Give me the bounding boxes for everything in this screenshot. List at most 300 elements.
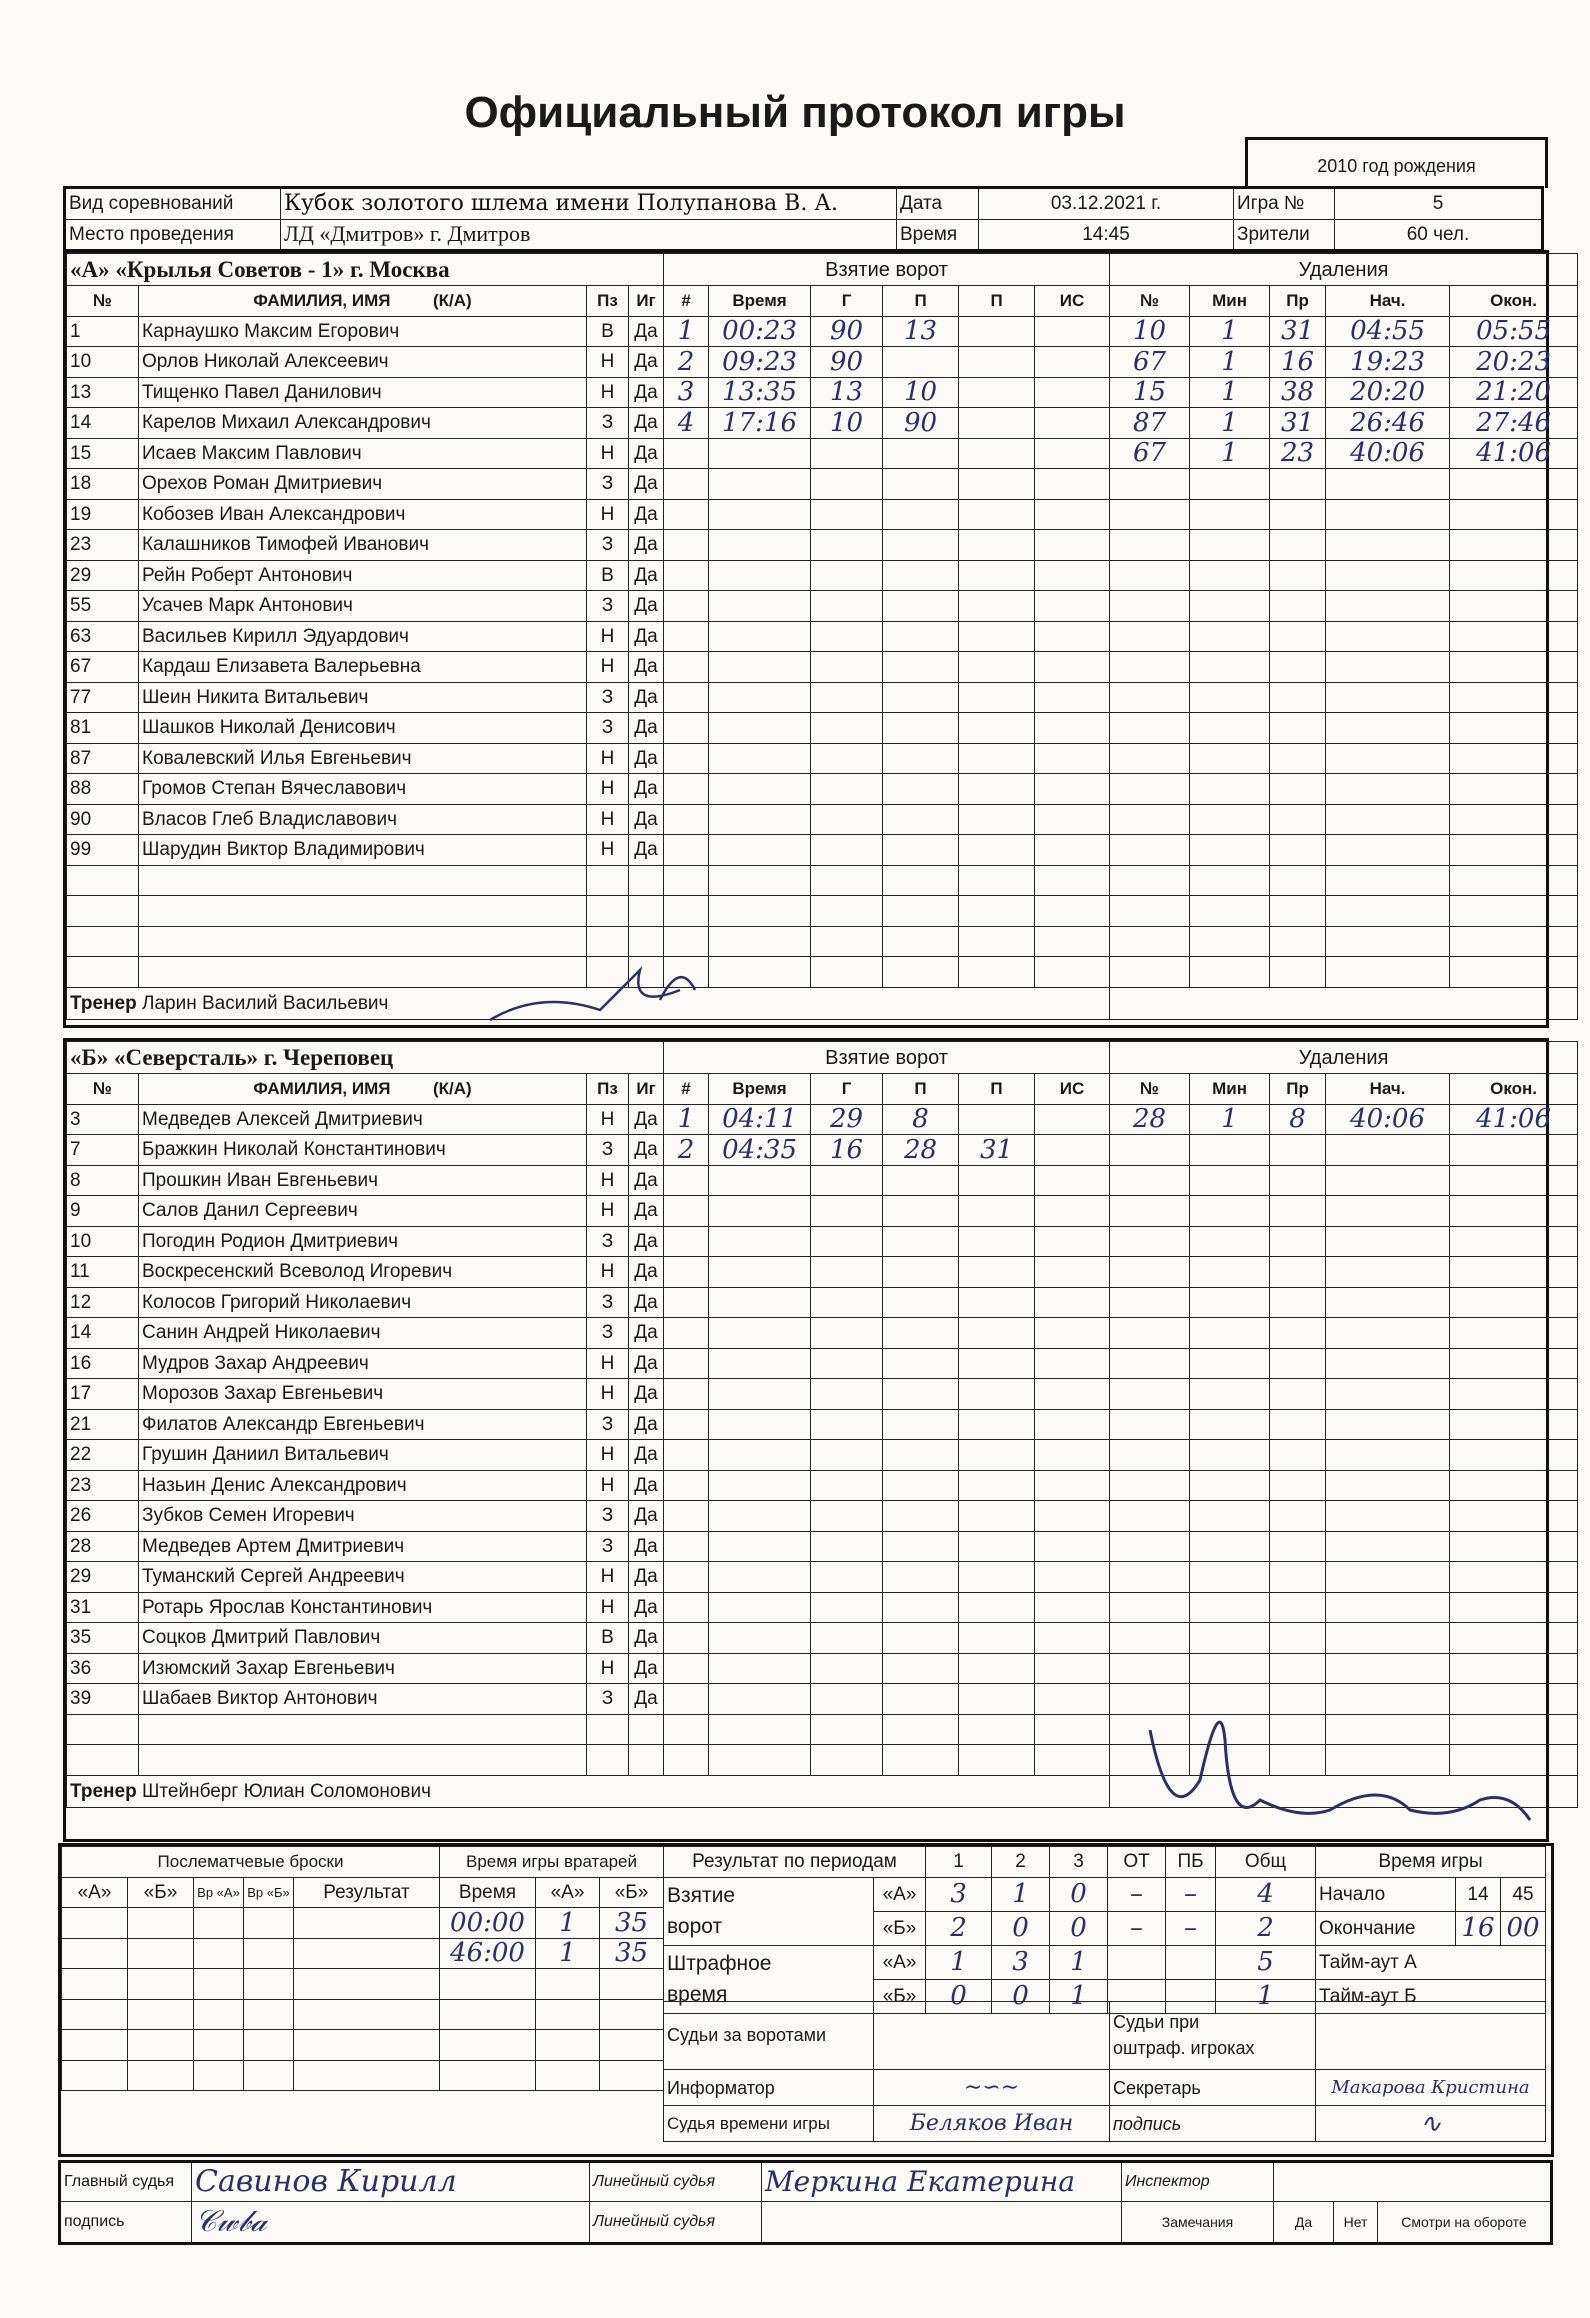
player-position: Н: [587, 1196, 629, 1227]
period-results-table: [663, 1846, 1316, 2014]
player-played: Да: [629, 774, 664, 805]
player-position: З: [587, 530, 629, 561]
penalty-end: 05:55: [1450, 316, 1578, 347]
goal-time: 04:35: [709, 1135, 811, 1166]
start-hours: 14: [1456, 1877, 1501, 1911]
player-position: Н: [587, 1592, 629, 1623]
player-name: Салов Данил Сергеевич: [139, 1196, 587, 1227]
time-value: 14:45: [979, 219, 1234, 251]
player-number: 21: [67, 1409, 139, 1440]
player-position: Н: [587, 1104, 629, 1135]
player-name: Изюмский Захар Евгеньевич: [139, 1653, 587, 1684]
player-row: [67, 1470, 1578, 1501]
team-b-penalties-header: Удаления: [1110, 1042, 1578, 1074]
period-ot: ОТ: [1108, 1847, 1166, 1878]
player-number: 67: [67, 652, 139, 683]
player-number: 8: [67, 1165, 139, 1196]
penalty-reason: 31: [1270, 408, 1326, 439]
player-number: 55: [67, 591, 139, 622]
goal-assist-2: [959, 316, 1035, 347]
venue-value: ЛД «Дмитров» г. Дмитров: [281, 219, 897, 251]
penalty-judges-label: Судьи при оштраф. игроках: [1110, 2002, 1316, 2070]
player-row: [67, 469, 1578, 500]
goals-a-ot: –: [1108, 1877, 1166, 1911]
pen-b-p2: 0: [992, 1979, 1050, 2013]
game-time-label: Время игры: [1316, 1847, 1546, 1878]
linesman-label: Линейный судья: [590, 2162, 762, 2202]
player-name: Рейн Роберт Антонович: [139, 560, 587, 591]
player-row: [67, 560, 1578, 591]
player-number: 16: [67, 1348, 139, 1379]
goals-b-pb: –: [1166, 1911, 1216, 1945]
player-position: З: [587, 1226, 629, 1257]
penalty-start: 40:06: [1326, 438, 1450, 469]
remarks-yes: Да: [1274, 2202, 1334, 2244]
penalty-reason: 23: [1270, 438, 1326, 469]
goalie-a-col: «А»: [536, 1877, 600, 1908]
penalty-player: 28: [1110, 1104, 1190, 1135]
player-name: Кобозев Иван Александрович: [139, 499, 587, 530]
goal-number: 2: [664, 347, 709, 378]
team-b-coach: Тренер Штейнберг Юлиан Соломонович: [67, 1775, 1110, 1807]
player-row: [67, 1196, 1578, 1227]
penalty-start: 20:20: [1326, 377, 1450, 408]
competition-label: Вид соревнований: [65, 188, 281, 220]
player-position: З: [587, 1684, 629, 1715]
goalie-time-table: [439, 1846, 664, 2091]
player-played: Да: [629, 1196, 664, 1227]
player-number: 17: [67, 1379, 139, 1410]
penalty-end: 41:06: [1450, 1104, 1578, 1135]
player-name: Мудров Захар Андреевич: [139, 1348, 587, 1379]
player-name: Прошкин Иван Евгеньевич: [139, 1165, 587, 1196]
player-name: Орехов Роман Дмитриевич: [139, 469, 587, 500]
player-name: Соцков Дмитрий Павлович: [139, 1623, 587, 1654]
goals-a-p2: 1: [992, 1877, 1050, 1911]
player-played: Да: [629, 499, 664, 530]
player-number: 11: [67, 1257, 139, 1288]
goal-judges-label: Судьи за воротами: [664, 2002, 874, 2070]
period-pb: ПБ: [1166, 1847, 1216, 1878]
player-number: 35: [67, 1623, 139, 1654]
player-played: Да: [629, 1348, 664, 1379]
player-position: З: [587, 713, 629, 744]
timeout-a: Тайм-аут А: [1316, 1945, 1546, 1979]
team-a-penalties-header: Удаления: [1110, 254, 1578, 286]
start-minutes: 45: [1501, 1877, 1546, 1911]
period-2: 2: [992, 1847, 1050, 1878]
player-played: Да: [629, 1287, 664, 1318]
goal-assist-1: 90: [883, 408, 959, 439]
player-name: Громов Степан Вячеславович: [139, 774, 587, 805]
team-a-coach: Тренер Ларин Василий Васильевич: [67, 987, 1110, 1019]
penalty-minutes: 1: [1190, 316, 1270, 347]
goals-a-pb: –: [1166, 1877, 1216, 1911]
player-played: Да: [629, 1623, 664, 1654]
penalty-start: 19:23: [1326, 347, 1450, 378]
player-position: З: [587, 1531, 629, 1562]
penalty-player: 10: [1110, 316, 1190, 347]
start-label: Начало: [1316, 1877, 1456, 1911]
goalie-b-col: «Б»: [600, 1877, 664, 1908]
secretary-label: Секретарь: [1110, 2070, 1316, 2106]
goal-time: 00:23: [709, 316, 811, 347]
pen-team-b: «Б»: [874, 1979, 926, 2013]
goal-number: 1: [664, 1104, 709, 1135]
goalie-time-col: Время: [440, 1877, 536, 1908]
chief-referee-name: Савинов Кирилл: [192, 2162, 590, 2202]
player-row: [67, 1257, 1578, 1288]
chief-signature: 𝒞𝓌𝒷𝒶: [192, 2202, 590, 2244]
player-number: 10: [67, 347, 139, 378]
player-played: Да: [629, 1257, 664, 1288]
team-a-title: «А» «Крылья Советов - 1» г. Москва: [67, 254, 664, 286]
player-number: 39: [67, 1684, 139, 1715]
player-row: [67, 682, 1578, 713]
player-position: В: [587, 560, 629, 591]
player-name: Воскресенский Всеволод Игоревич: [139, 1257, 587, 1288]
birth-year-label: 2010 год рождения: [1317, 156, 1476, 176]
player-number: 9: [67, 1196, 139, 1227]
pen-a-p3: 1: [1050, 1945, 1108, 1979]
goal-number: 2: [664, 1135, 709, 1166]
info-table: [63, 186, 1544, 252]
chief-sign-label: подпись: [60, 2202, 192, 2244]
player-name: Ротарь Ярослав Константинович: [139, 1592, 587, 1623]
informer-signature: ∼∽∼: [874, 2070, 1110, 2106]
goals-b-ot: –: [1108, 1911, 1166, 1945]
player-played: Да: [629, 652, 664, 683]
goalie-row-a: 1: [536, 1908, 600, 1939]
col-name: ФАМИЛИЯ, ИМЯ (К/А): [139, 1074, 587, 1105]
player-row: [67, 1104, 1578, 1135]
player-number: 23: [67, 530, 139, 561]
player-position: Н: [587, 1379, 629, 1410]
player-row: [67, 1379, 1578, 1410]
player-name: Зубков Семен Игоревич: [139, 1501, 587, 1532]
player-number: 19: [67, 499, 139, 530]
player-played: Да: [629, 591, 664, 622]
pen-a-ot: [1108, 1945, 1166, 1979]
player-row: [67, 1287, 1578, 1318]
player-played: Да: [629, 408, 664, 439]
player-position: З: [587, 591, 629, 622]
player-row: [67, 1531, 1578, 1562]
page-title: Официальный протокол игры: [464, 88, 1126, 137]
col-gtime: Время: [709, 1074, 811, 1105]
penalty-end: 20:23: [1450, 347, 1578, 378]
player-position: Н: [587, 835, 629, 866]
goal-assist-2: [959, 408, 1035, 439]
player-position: Н: [587, 1653, 629, 1684]
col-pno: №: [1110, 286, 1190, 317]
player-played: Да: [629, 1226, 664, 1257]
player-number: 87: [67, 743, 139, 774]
col-g: Г: [811, 286, 883, 317]
player-played: Да: [629, 560, 664, 591]
secretary-signature: ∿: [1316, 2106, 1546, 2142]
player-played: Да: [629, 377, 664, 408]
player-row: [67, 652, 1578, 683]
timeout-b: Тайм-аут Б: [1316, 1979, 1546, 2013]
col-p1: П: [883, 286, 959, 317]
player-position: З: [587, 1501, 629, 1532]
player-name: Власов Глеб Владиславович: [139, 804, 587, 835]
pen-a-p2: 3: [992, 1945, 1050, 1979]
game-time-table: [1315, 1846, 1546, 2014]
goalie-row-time: 00:00: [440, 1908, 536, 1939]
linesman2-label: Линейный судья: [590, 2202, 762, 2244]
timekeeper-label: Судья времени игры: [664, 2106, 874, 2142]
player-name: Назьин Денис Александрович: [139, 1470, 587, 1501]
goals-b-p3: 0: [1050, 1911, 1108, 1945]
player-played: Да: [629, 743, 664, 774]
spectators-value: 60 чел.: [1335, 219, 1543, 251]
player-name: Шеин Никита Витальевич: [139, 682, 587, 713]
player-number: 99: [67, 835, 139, 866]
inspector-label: Инспектор: [1122, 2162, 1274, 2202]
remarks-label: Замечания: [1122, 2202, 1274, 2244]
team-b-title: «Б» «Северсталь» г. Череповец: [67, 1042, 664, 1074]
team-b-coach-signature: [1130, 1690, 1550, 1840]
player-row: [67, 1318, 1578, 1349]
player-row: [67, 926, 1578, 957]
player-played: Да: [629, 1135, 664, 1166]
player-position: Н: [587, 499, 629, 530]
player-number: 88: [67, 774, 139, 805]
player-row: [67, 865, 1578, 896]
player-played: Да: [629, 804, 664, 835]
goal-assist-1: 8: [883, 1104, 959, 1135]
col-start: Нач.: [1326, 1074, 1450, 1105]
player-name: Шабаев Виктор Антонович: [139, 1684, 587, 1715]
penalty-minutes: 1: [1190, 347, 1270, 378]
player-row: [67, 743, 1578, 774]
player-row: [67, 774, 1578, 805]
end-label: Окончание: [1316, 1911, 1456, 1945]
date-label: Дата: [897, 188, 979, 220]
player-name: Морозов Захар Евгеньевич: [139, 1379, 587, 1410]
player-position: З: [587, 1135, 629, 1166]
player-played: Да: [629, 713, 664, 744]
goal-number: 1: [664, 316, 709, 347]
goals-a-p1: 3: [926, 1877, 992, 1911]
player-position: З: [587, 682, 629, 713]
player-number: 1: [67, 316, 139, 347]
player-row: [67, 438, 1578, 469]
player-row: [67, 835, 1578, 866]
penalty-end: 21:20: [1450, 377, 1578, 408]
team-a-rows: [67, 316, 1578, 987]
goal-assist-1: [883, 347, 959, 378]
player-number: 14: [67, 1318, 139, 1349]
col-gtime: Время: [709, 286, 811, 317]
player-played: Да: [629, 1318, 664, 1349]
player-name: Медведев Алексей Дмитриевич: [139, 1104, 587, 1135]
player-number: 31: [67, 1592, 139, 1623]
goal-time: 17:16: [709, 408, 811, 439]
player-name: Колосов Григорий Николаевич: [139, 1287, 587, 1318]
penalty-player: 67: [1110, 438, 1190, 469]
secretary-name: Макарова Кристина: [1316, 2070, 1546, 2106]
col-pos: Пз: [587, 1074, 629, 1105]
goals-b-p1: 2: [926, 1911, 992, 1945]
player-name: Кардаш Елизавета Валерьевна: [139, 652, 587, 683]
player-row: [67, 1623, 1578, 1654]
goalie-time-label: Время игры вратарей: [440, 1847, 664, 1878]
player-position: Н: [587, 347, 629, 378]
penalty-player: 15: [1110, 377, 1190, 408]
player-position: В: [587, 316, 629, 347]
linesman-name: Меркина Екатерина: [762, 2162, 1122, 2202]
penalty-minutes: 1: [1190, 408, 1270, 439]
player-number: 28: [67, 1531, 139, 1562]
player-number: 18: [67, 469, 139, 500]
birth-year-box: [1245, 137, 1548, 188]
player-name: Усачев Марк Антонович: [139, 591, 587, 622]
period-1: 1: [926, 1847, 992, 1878]
player-name: Карелов Михаил Александрович: [139, 408, 587, 439]
player-name: Орлов Николай Алексеевич: [139, 347, 587, 378]
shootout-vr-b: Вр «Б»: [244, 1877, 294, 1908]
player-position: Н: [587, 804, 629, 835]
player-played: Да: [629, 316, 664, 347]
player-position: З: [587, 1318, 629, 1349]
player-played: Да: [629, 835, 664, 866]
pen-a-total: 5: [1216, 1945, 1316, 1979]
shootout-b: «Б»: [128, 1877, 194, 1908]
player-number: 81: [67, 713, 139, 744]
player-position: Н: [587, 621, 629, 652]
goal-assist-2: [959, 377, 1035, 408]
player-row: [67, 499, 1578, 530]
col-min: Мин: [1190, 1074, 1270, 1105]
player-played: Да: [629, 1379, 664, 1410]
col-hash: #: [664, 1074, 709, 1105]
player-played: Да: [629, 347, 664, 378]
penalty-end: 41:06: [1450, 438, 1578, 469]
player-name: Бражкин Николай Константинович: [139, 1135, 587, 1166]
penalty-player: 67: [1110, 347, 1190, 378]
remarks-no: Нет: [1334, 2202, 1378, 2244]
competition-value: Кубок золотого шлема имени Полупанова В. А.: [281, 188, 897, 220]
player-name: Тищенко Павел Данилович: [139, 377, 587, 408]
goalie-row-time: 46:00: [440, 1938, 536, 1969]
player-played: Да: [629, 530, 664, 561]
penalty-end: 27:46: [1450, 408, 1578, 439]
player-number: 77: [67, 682, 139, 713]
player-position: Н: [587, 1470, 629, 1501]
player-position: Н: [587, 377, 629, 408]
pen-a-p1: 1: [926, 1945, 992, 1979]
col-min: Мин: [1190, 286, 1270, 317]
col-is: ИС: [1035, 286, 1110, 317]
player-position: Н: [587, 1257, 629, 1288]
goals-label: Взятие ворот: [664, 1877, 874, 1945]
timekeeper-name: Беляков Иван: [874, 2106, 1110, 2142]
shootout-result: Результат: [294, 1877, 440, 1908]
player-row: [67, 1440, 1578, 1471]
team-a-table: [66, 253, 1578, 1020]
team-b-goals-header: Взятие ворот: [664, 1042, 1110, 1074]
goal-assist-2: [959, 1104, 1035, 1135]
shootout-label: Послематчевые броски: [62, 1847, 440, 1878]
goal-number: 3: [664, 377, 709, 408]
goal-time: 09:23: [709, 347, 811, 378]
player-row: [67, 804, 1578, 835]
player-played: Да: [629, 438, 664, 469]
player-number: 12: [67, 1287, 139, 1318]
player-position: Н: [587, 1165, 629, 1196]
player-position: З: [587, 1409, 629, 1440]
penalty-start: 40:06: [1326, 1104, 1450, 1135]
period-total: Общ: [1216, 1847, 1316, 1878]
player-row: [67, 530, 1578, 561]
player-number: 29: [67, 1562, 139, 1593]
secretary-sign-label: подпись: [1110, 2106, 1316, 2142]
player-position: Н: [587, 774, 629, 805]
goal-scorer: 90: [811, 316, 883, 347]
shootout-vr-a: Вр «А»: [194, 1877, 244, 1908]
player-played: Да: [629, 1531, 664, 1562]
chief-referee-label: Главный судья: [60, 2162, 192, 2202]
officials-table: [663, 2001, 1546, 2142]
goals-b-p2: 0: [992, 1911, 1050, 1945]
player-played: Да: [629, 621, 664, 652]
game-no-value: 5: [1335, 188, 1543, 220]
player-row: [67, 1165, 1578, 1196]
penalty-player: 87: [1110, 408, 1190, 439]
goalie-row-b: 35: [600, 1938, 664, 1969]
player-row: [67, 316, 1578, 347]
col-g: Г: [811, 1074, 883, 1105]
see-back-label: Смотри на обороте: [1378, 2202, 1552, 2244]
player-position: Н: [587, 652, 629, 683]
pen-b-total: 1: [1216, 1979, 1316, 2013]
end-minutes: 00: [1501, 1911, 1546, 1945]
player-number: 15: [67, 438, 139, 469]
player-played: Да: [629, 1440, 664, 1471]
goal-assist-1: 13: [883, 316, 959, 347]
player-name: Ковалевский Илья Евгеньевич: [139, 743, 587, 774]
goalie-row-a: 1: [536, 1938, 600, 1969]
player-position: Н: [587, 438, 629, 469]
player-played: Да: [629, 1165, 664, 1196]
penalty-start: 04:55: [1326, 316, 1450, 347]
venue-label: Место проведения: [65, 219, 281, 251]
pen-a-pb: [1166, 1945, 1216, 1979]
period-3: 3: [1050, 1847, 1108, 1878]
goal-assist-2: [959, 347, 1035, 378]
player-number: 13: [67, 377, 139, 408]
player-name: Шашков Николай Денисович: [139, 713, 587, 744]
goal-time: 04:11: [709, 1104, 811, 1135]
penalty-reason: 38: [1270, 377, 1326, 408]
player-number: 23: [67, 1470, 139, 1501]
periods-label: Результат по периодам: [664, 1847, 926, 1878]
player-row: [67, 1592, 1578, 1623]
goals-a-total: 4: [1216, 1877, 1316, 1911]
player-row: [67, 621, 1578, 652]
player-position: В: [587, 1623, 629, 1654]
penalty-minutes: 1: [1190, 438, 1270, 469]
player-name: Карнаушко Максим Егорович: [139, 316, 587, 347]
player-position: Н: [587, 1348, 629, 1379]
player-played: Да: [629, 1104, 664, 1135]
player-position: З: [587, 1287, 629, 1318]
goals-team-a: «А»: [874, 1877, 926, 1911]
player-name: Шарудин Виктор Владимирович: [139, 835, 587, 866]
